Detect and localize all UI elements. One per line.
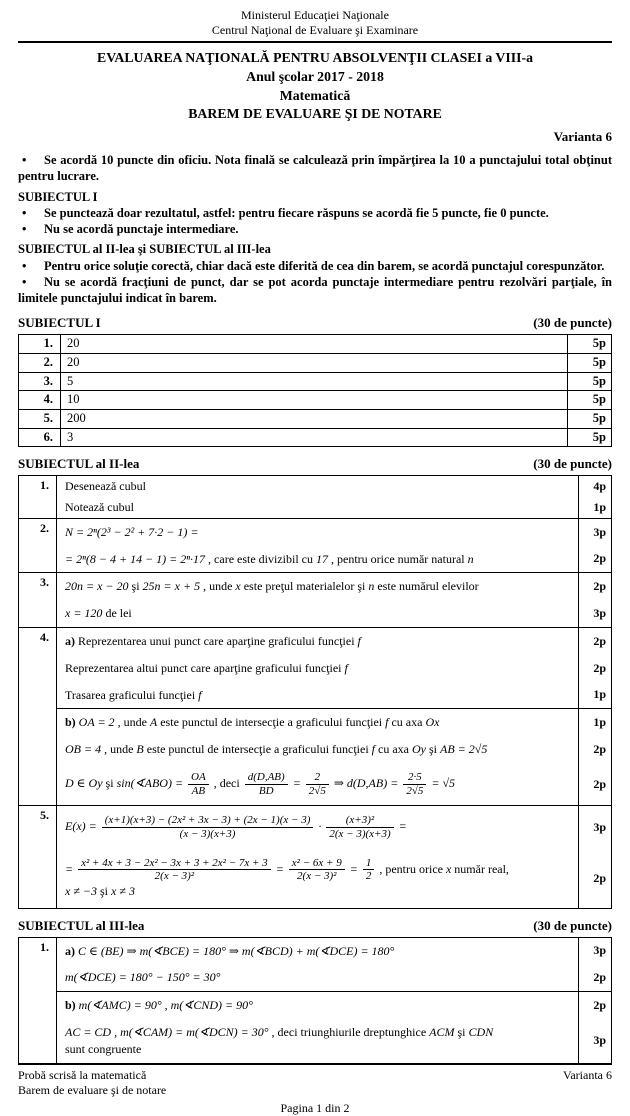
scored-item: [57, 849, 611, 908]
denominator: 2(x − 3)(x+3): [329, 827, 391, 840]
answer-row: [19, 409, 612, 428]
item-line: [65, 1041, 572, 1058]
table-row: [19, 627, 612, 805]
text-run: Trasarea graficului funcţiei: [65, 687, 199, 702]
subject3-heading-row: [18, 918, 612, 934]
scored-item: [57, 682, 611, 709]
points-cell: 2p: [593, 579, 606, 594]
item-line: [65, 969, 572, 986]
ministry-line1: Ministerul Educaţiei Naţionale: [241, 8, 389, 22]
item-line: [65, 578, 572, 595]
item-text: [57, 938, 579, 965]
scored-item: [57, 709, 611, 736]
denominator: BD: [258, 784, 274, 797]
table-row: [19, 518, 612, 573]
math-run: m(∢CAM) = m(∢DCN) = 30°: [120, 1024, 269, 1039]
points-cell: 3p: [593, 819, 606, 834]
row-section: [57, 806, 611, 907]
intro-bullet: • Nu se acordă punctaje intermediare.: [18, 221, 612, 237]
points-cell: 5p: [568, 409, 612, 428]
bold-run: b): [65, 715, 79, 730]
answer-value: 20: [61, 335, 568, 354]
points-cell: 3p: [593, 524, 606, 539]
fraction: [306, 771, 329, 797]
denominator: 2√5: [308, 784, 326, 797]
subject2-heading-row: [18, 456, 612, 472]
intro-bullet: • Se acordă 10 puncte din oficiu. Nota finală se calculează prin împărţirea la 10 a punctajului total obţinut pentru lucrare.: [18, 153, 612, 184]
row-section: [57, 991, 611, 1062]
points-cell: 3p: [593, 1033, 606, 1048]
fraction: [289, 857, 345, 883]
text-run: sunt congruente: [65, 1041, 142, 1056]
math-run: m(∢AMC) = 90°: [78, 998, 162, 1013]
item-text: [57, 497, 579, 518]
math-run: =: [395, 819, 407, 834]
math-run: x = 120: [65, 606, 103, 621]
text-run: este punctul de intersecţie a graficului funcţiei: [143, 742, 372, 757]
math-run: AC = CD: [65, 1024, 112, 1039]
math-run: CDN: [468, 1024, 494, 1039]
answer-value: 3: [61, 428, 568, 447]
fraction: [326, 814, 393, 840]
math-run: f: [357, 633, 361, 648]
points-cell: 3p: [593, 606, 606, 621]
math-run: Oy: [412, 742, 426, 757]
text-run: , unde: [101, 742, 137, 757]
math-run: OB = 4: [65, 742, 102, 757]
text-run: şi: [128, 579, 143, 594]
bullet-icon: •: [22, 205, 27, 220]
math-run: sin(∢ABO) =: [116, 775, 187, 790]
item-text: [57, 628, 579, 655]
denominator: 2√5: [406, 784, 424, 797]
footer-proba: Probă scrisă la matematică: [18, 1067, 147, 1082]
row-section: [57, 573, 611, 627]
item-text: [57, 709, 579, 736]
math-run: = √5: [428, 775, 456, 790]
math-run: ACM: [429, 1024, 455, 1039]
points-cell: 2p: [593, 998, 606, 1013]
scored-item: [57, 497, 611, 518]
item-text: [57, 476, 579, 497]
intro-heading: SUBIECTUL al II-lea şi SUBIECTUL al III-lea: [18, 242, 271, 257]
intro-bullet: • Pentru orice soluţie corectă, chiar dacă este diferită de cea din barem, se acordă punctajul corespunzător.: [18, 258, 612, 274]
fraction: [78, 857, 271, 883]
points-cell: 2p: [593, 551, 606, 566]
scored-item: [57, 763, 611, 805]
page-title: EVALUAREA NAŢIONALĂ PENTRU ABSOLVENŢII CLASEI a VIII-a: [97, 50, 533, 65]
math-run: = 2ⁿ(8 − 4 + 14 − 1) = 2ⁿ·17: [65, 551, 206, 566]
math-run: ·: [315, 819, 325, 834]
item-line: [65, 857, 572, 883]
answer-row: [19, 391, 612, 410]
table-row: [19, 937, 612, 1063]
item-text: [57, 546, 579, 573]
doc-type: BAREM DE EVALUARE ŞI DE NOTARE: [188, 106, 442, 122]
footer-row: [18, 1068, 612, 1099]
numerator: (x+3)²: [326, 814, 393, 828]
row-number: 4.: [19, 391, 61, 410]
row-content: [57, 627, 612, 805]
row-number: 4.: [19, 627, 57, 805]
scored-item: [57, 938, 611, 965]
row-content: [57, 806, 612, 908]
page-footer: [18, 1064, 612, 1116]
text-run: ,: [111, 1024, 121, 1039]
points-cell: 5p: [568, 428, 612, 447]
row-section: [57, 628, 611, 708]
math-run: 20n = x − 20: [65, 579, 129, 594]
row-number: 1.: [19, 476, 57, 519]
points-cell: 2p: [593, 870, 606, 885]
item-text: [57, 992, 579, 1019]
scored-item: [57, 573, 611, 600]
points-cell: 2p: [593, 776, 606, 791]
math-run: f: [385, 715, 389, 730]
intro-bullet: • Se punctează doar rezultatul, astfel: pentru fiecare răspuns se acordă fie 5 puncte, fie 0 puncte.: [18, 205, 612, 221]
item-line: [65, 633, 572, 650]
denominator: AB: [191, 784, 206, 797]
item-line: [65, 524, 572, 541]
math-run: =: [346, 861, 361, 876]
math-run: f: [198, 687, 202, 702]
numerator: x² + 4x + 3 − 2x² − 3x + 3 + 2x² − 7x + 3: [78, 857, 271, 871]
math-run: C ∈ (BE) ⇒ m(∢BCE) = 180° ⇒ m(∢BCD) + m(∢DCE) = 180°: [78, 943, 395, 958]
text-run: , unde: [200, 579, 236, 594]
numerator: x² − 6x + 9: [289, 857, 345, 871]
math-run: x ≠ 3: [111, 883, 135, 898]
subject2-heading: SUBIECTUL al II-lea: [18, 456, 140, 472]
bullet-icon: •: [22, 153, 27, 168]
fraction: [403, 771, 426, 797]
row-content: [57, 476, 612, 519]
math-run: OA = 2: [78, 715, 115, 730]
points-cell: 1p: [593, 499, 606, 514]
item-line: [65, 1024, 572, 1041]
math-run: A: [149, 715, 158, 730]
fraction: [363, 857, 375, 883]
row-number: 2.: [19, 354, 61, 373]
item-line: [65, 660, 572, 677]
text-run: ,: [161, 998, 171, 1013]
points-cell: 1p: [593, 715, 606, 730]
footer-barem: Barem de evaluare şi de notare: [18, 1083, 167, 1098]
math-run: 17: [316, 551, 328, 566]
subject1-table-body: [19, 335, 612, 447]
answer-value: 20: [61, 354, 568, 373]
denominator: 2: [365, 870, 372, 883]
points-cell: 2p: [593, 633, 606, 648]
scored-item: [57, 964, 611, 991]
scored-item: [57, 600, 611, 627]
item-text: [57, 1019, 579, 1063]
text-run: şi: [102, 775, 117, 790]
row-number: 6.: [19, 428, 61, 447]
header-rule: [18, 41, 612, 43]
item-line: [65, 551, 572, 568]
text-run: este numărul elevilor: [374, 579, 479, 594]
row-section: [57, 708, 611, 805]
answer-value: 200: [61, 409, 568, 428]
item-text: [57, 763, 579, 805]
answer-row: [19, 428, 612, 447]
footer-page-number: Pagina 1 din 2: [280, 1100, 350, 1115]
math-run: AB = 2√5: [440, 742, 488, 757]
subject2-table: [18, 475, 612, 908]
table-row: [19, 476, 612, 519]
math-run: n: [467, 551, 474, 566]
item-line: [65, 741, 572, 758]
points-cell: 2p: [593, 742, 606, 757]
numerator: 1: [363, 857, 375, 871]
text-run: , pentru orice: [376, 861, 446, 876]
row-number: 5.: [19, 409, 61, 428]
math-run: x ≠ −3: [65, 883, 98, 898]
scored-item: [57, 628, 611, 655]
math-run: m(∢DCE) = 180° − 150° = 30°: [65, 970, 221, 985]
text-run: cu axa: [388, 715, 426, 730]
subject3-heading: SUBIECTUL al III-lea: [18, 917, 145, 933]
denominator: 2(x − 3)²: [154, 870, 195, 883]
item-text: [57, 655, 579, 682]
math-run: x: [235, 579, 241, 594]
subject1-table: [18, 334, 612, 447]
math-run: Ox: [425, 715, 440, 730]
item-text: [57, 964, 579, 991]
row-section: [57, 519, 611, 573]
item-line: [65, 499, 572, 516]
subject3-table: [18, 937, 612, 1064]
row-number: 3.: [19, 573, 57, 628]
math-run: E(x) =: [65, 819, 100, 834]
points-cell: 2p: [593, 970, 606, 985]
table-row: [19, 573, 612, 628]
math-run: D ∈ Oy: [65, 775, 103, 790]
answer-row: [19, 354, 612, 373]
item-line: [65, 771, 572, 797]
item-text: [57, 573, 579, 600]
row-section: [57, 938, 611, 992]
answer-value: 5: [61, 372, 568, 391]
subject2-points-total: (30 de puncte): [533, 456, 612, 472]
item-text: [57, 682, 579, 709]
bullet-icon: •: [22, 274, 27, 289]
row-number: 3.: [19, 372, 61, 391]
bullet-icon: •: [22, 222, 27, 237]
table-row: [19, 806, 612, 908]
math-run: =: [272, 861, 287, 876]
numerator: 2·5: [403, 771, 426, 785]
text-run: Reprezentarea unui punct care aparţine graficului funcţiei: [78, 633, 358, 648]
points-cell: 2p: [593, 660, 606, 675]
numerator: OA: [188, 771, 209, 785]
item-line: [65, 605, 572, 622]
math-run: N = 2ⁿ(2³ − 2² + 7·2 − 1) =: [65, 524, 199, 539]
row-content: [57, 518, 612, 573]
scored-item: [57, 992, 611, 1019]
row-number: 1.: [19, 937, 57, 1063]
intro-bullet: • Nu se acordă fracţiuni de punct, dar se pot acorda punctaje intermediare pentru rezolvări parţiale, în limitele punctajului indicat în barem.: [18, 274, 612, 306]
points-cell: 5p: [568, 391, 612, 410]
row-number: 2.: [19, 518, 57, 573]
text-run: număr real,: [451, 861, 509, 876]
text-run: Notează cubul: [65, 499, 134, 514]
item-line: [65, 997, 572, 1014]
points-cell: 5p: [568, 372, 612, 391]
text-run: , deci: [210, 775, 243, 790]
ministry-header: [18, 8, 612, 38]
item-text: [57, 519, 579, 546]
math-run: x: [445, 861, 452, 876]
row-content: [57, 937, 612, 1063]
scored-item: [57, 476, 611, 497]
bold-run: a): [65, 943, 78, 958]
row-content: [57, 573, 612, 628]
subject1-heading: SUBIECTUL I: [18, 315, 101, 331]
fraction: [188, 771, 209, 797]
subject-name: Matematică: [279, 87, 351, 103]
item-line: [65, 687, 572, 704]
text-run: şi: [97, 883, 112, 898]
text-run: , deci triunghiurile dreptunghice: [268, 1024, 430, 1039]
points-cell: 5p: [568, 335, 612, 354]
text-run: este punctul de intersecţie a graficului funcţiei: [157, 715, 386, 730]
numerator: d(D,AB): [245, 771, 288, 785]
scored-item: [57, 1019, 611, 1063]
document-titles: [18, 51, 612, 126]
math-run: ⇒ d(D,AB) =: [330, 775, 402, 790]
fraction: [102, 814, 314, 840]
row-number: 5.: [19, 806, 57, 908]
answer-row: [19, 335, 612, 354]
points-cell: 1p: [593, 687, 606, 702]
text-run: , unde: [114, 715, 150, 730]
subject3-table-body: [19, 937, 612, 1063]
item-line: [65, 814, 572, 840]
points-cell: 4p: [593, 479, 606, 494]
math-run: f: [344, 660, 348, 675]
item-text: [57, 806, 579, 848]
footer-left: [18, 1068, 166, 1099]
text-run: Desenează cubul: [65, 479, 146, 494]
intro-heading: SUBIECTUL I: [18, 189, 98, 204]
denominator: (x − 3)(x+3): [179, 827, 236, 840]
numerator: (x+1)(x+3) − (2x² + 3x − 3) + (2x − 1)(x − 3): [102, 814, 314, 828]
points-cell: 5p: [568, 354, 612, 373]
subject1-points-total: (30 de puncte): [533, 315, 612, 331]
math-run: m(∢CND) = 90°: [170, 998, 253, 1013]
scored-item: [57, 806, 611, 848]
math-run: B: [136, 742, 144, 757]
item-text: [57, 736, 579, 763]
text-run: şi: [426, 742, 441, 757]
text-run: , pentru orice număr natural: [328, 551, 468, 566]
item-text: [57, 600, 579, 627]
bullet-icon: •: [22, 258, 27, 273]
text-run: de lei: [102, 606, 132, 621]
text-run: cu axa: [375, 742, 412, 757]
denominator: 2(x − 3)²: [297, 870, 337, 883]
scored-item: [57, 655, 611, 682]
item-line: [65, 883, 572, 900]
subject1-heading-row: [18, 315, 612, 331]
scored-item: [57, 519, 611, 546]
footer-variant: Varianta 6: [563, 1067, 612, 1082]
bold-run: a): [65, 633, 78, 648]
answer-value: 10: [61, 391, 568, 410]
item-line: [65, 478, 572, 495]
fraction: [245, 771, 288, 797]
scored-item: [57, 736, 611, 763]
bold-run: b): [65, 998, 79, 1013]
subject3-points-total: (30 de puncte): [533, 917, 612, 933]
row-section: [57, 476, 611, 518]
row-number: 1.: [19, 335, 61, 354]
subject2-table-body: [19, 476, 612, 908]
math-run: =: [65, 861, 77, 876]
ministry-line2: Centrul Naţional de Evaluare şi Examinare: [211, 23, 419, 37]
math-run: n: [368, 579, 375, 594]
math-run: 25n = x + 5: [142, 579, 201, 594]
intro-list: [18, 152, 612, 306]
item-line: [65, 943, 572, 960]
math-run: =: [289, 775, 304, 790]
answer-row: [19, 372, 612, 391]
item-line: [65, 714, 572, 731]
text-run: Reprezentarea altui punct care aparţine graficului funcţiei: [65, 660, 345, 675]
scored-item: [57, 546, 611, 573]
item-text: [57, 849, 579, 908]
variant-label: Varianta 6: [553, 129, 612, 145]
text-run: este preţul materialelor şi: [240, 579, 369, 594]
text-run: , care este divizibil cu: [205, 551, 316, 566]
text-run: şi: [454, 1024, 469, 1039]
school-year: Anul şcolar 2017 - 2018: [246, 68, 384, 84]
points-cell: 3p: [593, 943, 606, 958]
math-run: f: [371, 742, 376, 757]
numerator: 2: [306, 771, 329, 785]
